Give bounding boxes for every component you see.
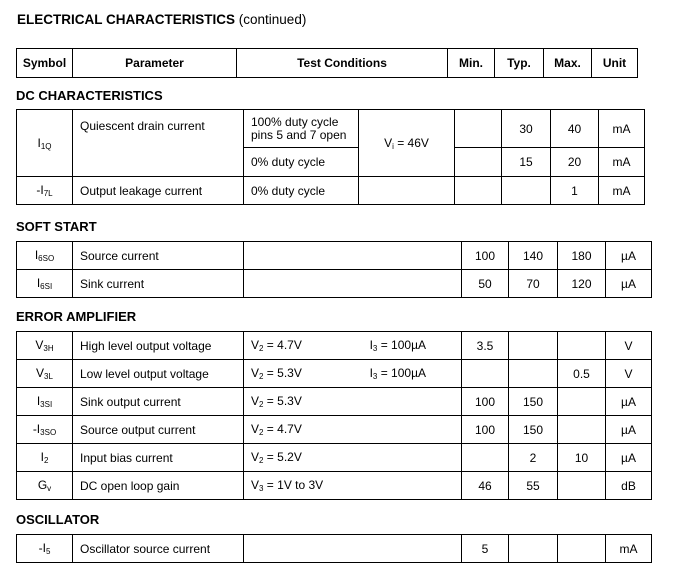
min-cell xyxy=(455,148,502,177)
condition-cell: $V_2 = 5.2V$ xyxy=(244,444,462,472)
table-row xyxy=(17,388,652,416)
symbol-cell: $I_{6SI}$ xyxy=(17,270,73,298)
typ-cell: 15 xyxy=(502,148,551,177)
header-table xyxy=(16,48,638,78)
table-row xyxy=(17,416,652,444)
unit-cell: µA xyxy=(606,388,652,416)
soft-start-table xyxy=(16,241,652,298)
table-row xyxy=(17,242,652,270)
typ-cell: 70 xyxy=(509,270,558,298)
header-test-conditions: Test Conditions xyxy=(237,49,448,78)
oscillator-table xyxy=(16,534,652,563)
min-cell xyxy=(462,444,509,472)
unit-cell: µA xyxy=(606,444,652,472)
condition-cell-empty xyxy=(359,177,455,205)
table-row xyxy=(17,444,652,472)
merged-condition-cell: $V_i = 46V$ xyxy=(359,110,455,177)
min-cell: 5 xyxy=(462,535,509,563)
condition-cell: 0% duty cycle xyxy=(244,148,359,177)
header-min: Min. xyxy=(448,49,495,78)
unit-cell: µA xyxy=(606,416,652,444)
table-row xyxy=(17,332,652,360)
symbol-cell: $V_{3H}$ xyxy=(17,332,73,360)
header-unit: Unit xyxy=(592,49,638,78)
table-row xyxy=(17,472,652,500)
symbol-cell: $-I_5$ xyxy=(17,535,73,563)
typ-cell xyxy=(509,535,558,563)
parameter-cell: High level output voltage xyxy=(73,332,244,360)
min-cell: 100 xyxy=(462,388,509,416)
parameter-cell: Sink output current xyxy=(73,388,244,416)
typ-cell xyxy=(502,177,551,205)
condition-cell: $V_2 = 5.3V$ $I_3 = 100\mu A$ xyxy=(244,360,462,388)
parameter-cell: Output leakage current xyxy=(73,177,244,205)
min-cell: 100 xyxy=(462,416,509,444)
parameter-cell: Input bias current xyxy=(73,444,244,472)
max-cell: 10 xyxy=(558,444,606,472)
min-cell xyxy=(462,360,509,388)
parameter-cell: Source output current xyxy=(73,416,244,444)
page-title: ELECTRICAL CHARACTERISTICS (continued) xyxy=(17,12,307,27)
min-cell: 50 xyxy=(462,270,509,298)
typ-cell: 55 xyxy=(509,472,558,500)
parameter-cell: DC open loop gain xyxy=(73,472,244,500)
max-cell xyxy=(558,332,606,360)
symbol-cell: $I_{3SI}$ xyxy=(17,388,73,416)
max-cell: 180 xyxy=(558,242,606,270)
min-cell: 100 xyxy=(462,242,509,270)
symbol-cell: $-I_{7L}$ xyxy=(17,177,73,205)
parameter-cell: Low level output voltage xyxy=(73,360,244,388)
unit-cell: mA xyxy=(599,177,645,205)
max-cell xyxy=(558,472,606,500)
max-cell xyxy=(558,416,606,444)
condition-cell: $V_2 = 5.3V$ xyxy=(244,388,462,416)
table-row xyxy=(17,360,652,388)
typ-cell: 30 xyxy=(502,110,551,148)
symbol-cell: $I_{6SO}$ xyxy=(17,242,73,270)
condition-cell: 100% duty cycle pins 5 and 7 open xyxy=(244,110,359,148)
min-cell: 3.5 xyxy=(462,332,509,360)
table-row xyxy=(17,270,652,298)
min-cell: 46 xyxy=(462,472,509,500)
symbol-cell: $I_2$ xyxy=(17,444,73,472)
min-cell xyxy=(455,177,502,205)
max-cell xyxy=(558,388,606,416)
typ-cell: 150 xyxy=(509,388,558,416)
dc-table xyxy=(16,109,645,205)
parameter-cell: Source current xyxy=(73,242,244,270)
max-cell: 120 xyxy=(558,270,606,298)
parameter-cell: Quiescent drain current xyxy=(73,110,244,177)
header-symbol: Symbol xyxy=(17,49,73,78)
max-cell: 20 xyxy=(551,148,599,177)
typ-cell xyxy=(509,332,558,360)
max-cell: 40 xyxy=(551,110,599,148)
section-oscillator: OSCILLATOR xyxy=(16,512,100,527)
section-soft-start: SOFT START xyxy=(16,219,97,234)
typ-cell xyxy=(509,360,558,388)
symbol-cell: $V_{3L}$ xyxy=(17,360,73,388)
header-parameter: Parameter xyxy=(73,49,237,78)
parameter-cell: Sink current xyxy=(73,270,244,298)
max-cell: 1 xyxy=(551,177,599,205)
section-dc-characteristics: DC CHARACTERISTICS xyxy=(16,88,163,103)
unit-cell: mA xyxy=(599,110,645,148)
max-cell: 0.5 xyxy=(558,360,606,388)
section-error-amplifier: ERROR AMPLIFIER xyxy=(16,309,137,324)
symbol-cell: $I_{1Q}$ xyxy=(17,110,73,177)
parameter-cell: Oscillator source current xyxy=(73,535,244,563)
condition-cell xyxy=(244,535,462,563)
header-row xyxy=(17,49,638,78)
typ-cell: 2 xyxy=(509,444,558,472)
symbol-cell: $G_v$ xyxy=(17,472,73,500)
condition-cell: $V_2 = 4.7V$ xyxy=(244,416,462,444)
typ-cell: 150 xyxy=(509,416,558,444)
unit-cell: dB xyxy=(606,472,652,500)
table-row xyxy=(17,535,652,563)
symbol-cell: $-I_{3SO}$ xyxy=(17,416,73,444)
condition-cell: $V_3 = 1V$ to 3V xyxy=(244,472,462,500)
unit-cell: µA xyxy=(606,270,652,298)
header-typ: Typ. xyxy=(495,49,544,78)
typ-cell: 140 xyxy=(509,242,558,270)
table-row xyxy=(17,177,645,205)
unit-cell: V xyxy=(606,332,652,360)
condition-cell: 0% duty cycle xyxy=(244,177,359,205)
unit-cell: µA xyxy=(606,242,652,270)
error-amplifier-table xyxy=(16,331,652,500)
max-cell xyxy=(558,535,606,563)
condition-cell: $V_2 = 4.7V$ $I_3 = 100\mu A$ xyxy=(244,332,462,360)
table-row xyxy=(17,110,645,148)
unit-cell: V xyxy=(606,360,652,388)
condition-cell xyxy=(244,270,462,298)
min-cell xyxy=(455,110,502,148)
condition-cell xyxy=(244,242,462,270)
unit-cell: mA xyxy=(599,148,645,177)
unit-cell: mA xyxy=(606,535,652,563)
header-max: Max. xyxy=(544,49,592,78)
